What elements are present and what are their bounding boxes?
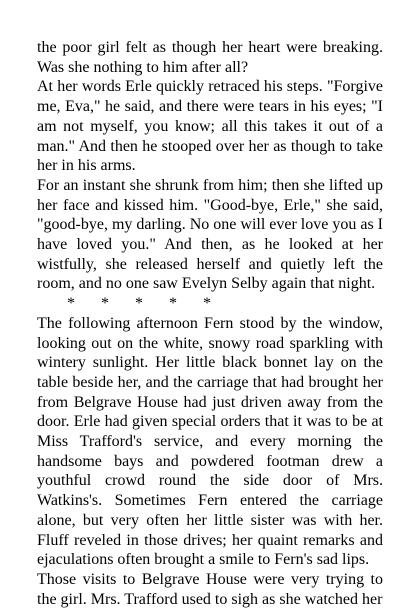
paragraph-2: At her words Erle quickly retraced his steps. "Forgive me, Eva," he said, and there were tears in his eyes; "I am not myself, you know; all this takes it out of a man." And then he stooped over her as though to take her in his arms.: [37, 78, 383, 175]
section-break-star: *: [101, 295, 109, 313]
section-break-star: *: [203, 295, 211, 313]
section-break-star: *: [169, 295, 177, 313]
section-break: [37, 294, 383, 314]
section-break-star: *: [135, 295, 143, 313]
section-break-star: *: [67, 295, 75, 313]
paragraph-3: For an instant she shrunk from him; then she lifted up her face and kissed him. "Good-bye, Erle," she said, "good-bye, my darling. No one will ever love you as I have loved you." And then, as he looked at her wistfully, she released herself and quietly left the room, and no one saw Evelyn Selby again that night.: [37, 176, 384, 293]
book-page: [37, 38, 383, 609]
paragraph-4: The following afternoon Fern stood by the window, looking out on the white, snowy road sparkling with wintery sunlight. Her little black bonnet lay on the table beside her, and the carriage that had brought her from Belgrave House had just driven away from the door. Erle had given special orders that it was to be at Miss Trafford's service, and every morning the handsome bays and powdered footman drew a youthful crowd round the side door of Mrs. Watkins's. Sometimes Fern entered the carriage alone, but very often her little sister was with her. Fluff reveled in those drives; her quaint remarks and ejaculations often brought a smile to Fern's sad lips.: [37, 314, 383, 569]
paragraph-5: Those visits to Belgrave House were very trying to the girl. Mrs. Trafford used to sigh as she watched her: [37, 570, 383, 608]
paragraph-1: the poor girl felt as though her heart were breaking. Was she nothing to him after all?: [37, 39, 383, 76]
